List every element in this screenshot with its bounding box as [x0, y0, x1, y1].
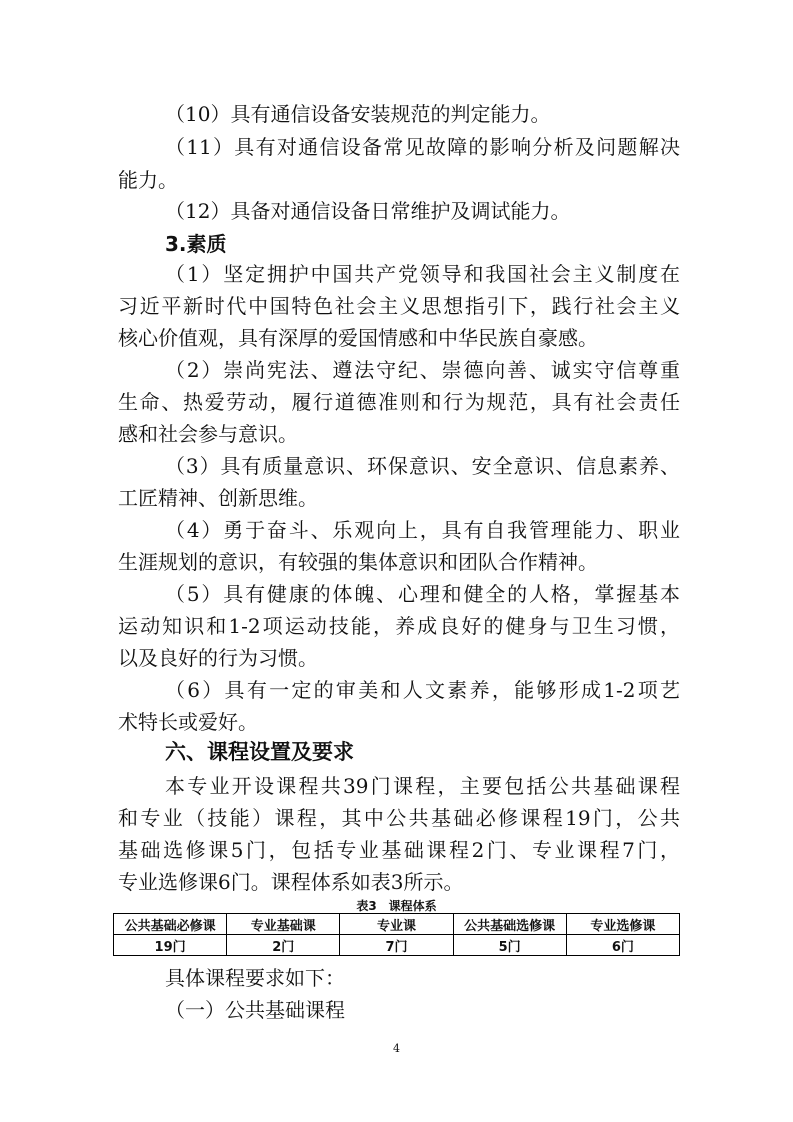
section-heading: 3.素质 — [165, 232, 227, 256]
value-cell: 2门 — [227, 935, 340, 956]
line: 核心价值观，具有深厚的爱国情感和中华民族自豪感。 — [118, 326, 598, 350]
line: （1）坚定拥护中国共产党领导和我国社会主义制度在 — [165, 262, 680, 286]
header-cell: 专业课 — [340, 914, 453, 935]
line: 习近平新时代中国特色社会主义思想指引下，践行社会主义 — [118, 294, 680, 318]
course-table — [113, 913, 680, 956]
line: 生命、热爱劳动，履行道德准则和行为规范，具有社会责任 — [118, 390, 680, 414]
line: 和专业（技能）课程，其中公共基础必修课程19门，公共 — [118, 806, 680, 830]
line: （4）勇于奋斗、乐观向上，具有自我管理能力、职业 — [165, 518, 680, 542]
line: 生涯规划的意识，有较强的集体意识和团队合作精神。 — [118, 550, 598, 574]
value-cell: 6门 — [566, 935, 679, 956]
line: 以及良好的行为习惯。 — [118, 646, 318, 670]
header-cell: 公共基础选修课 — [453, 914, 566, 935]
line: （12）具备对通信设备日常维护及调试能力。 — [165, 199, 571, 223]
line: 能力。 — [118, 168, 178, 192]
line: 专业选修课6门。课程体系如表3所示。 — [118, 870, 464, 894]
line: 具体课程要求如下： — [165, 966, 345, 990]
line: （11）具有对通信设备常见故障的影响分析及问题解决 — [165, 135, 680, 159]
value-cell: 19门 — [114, 935, 227, 956]
page-number: 4 — [393, 1042, 400, 1055]
chapter-heading: 六、课程设置及要求 — [165, 740, 354, 764]
line: （2）崇尚宪法、遵法守纪、崇德向善、诚实守信尊重 — [165, 358, 680, 382]
header-cell: 公共基础必修课 — [114, 914, 227, 935]
line: （10）具有通信设备安装规范的判定能力。 — [165, 102, 551, 126]
line: 运动知识和1-2项运动技能，养成良好的健身与卫生习惯， — [118, 614, 680, 638]
line: （6）具有一定的审美和人文素养，能够形成1-2项艺 — [165, 678, 680, 702]
line: 工匠精神、创新思维。 — [118, 486, 318, 510]
line: （5）具有健康的体魄、心理和健全的人格，掌握基本 — [165, 582, 680, 606]
table-caption: 表3 课程体系 — [356, 899, 437, 913]
table-header-row — [114, 914, 680, 935]
value-cell: 7门 — [340, 935, 453, 956]
value-cell: 5门 — [453, 935, 566, 956]
line: 基础选修课5门，包括专业基础课程2门、专业课程7门， — [118, 838, 680, 862]
line: （3）具有质量意识、环保意识、安全意识、信息素养、 — [165, 454, 680, 478]
line: 本专业开设课程共39门课程，主要包括公共基础课程 — [165, 774, 680, 798]
line: 术特长或爱好。 — [118, 710, 258, 734]
header-cell: 专业基础课 — [227, 914, 340, 935]
line: 感和社会参与意识。 — [118, 422, 298, 446]
table-row — [114, 935, 680, 956]
header-cell: 专业选修课 — [566, 914, 679, 935]
subheading: （一）公共基础课程 — [165, 998, 345, 1022]
